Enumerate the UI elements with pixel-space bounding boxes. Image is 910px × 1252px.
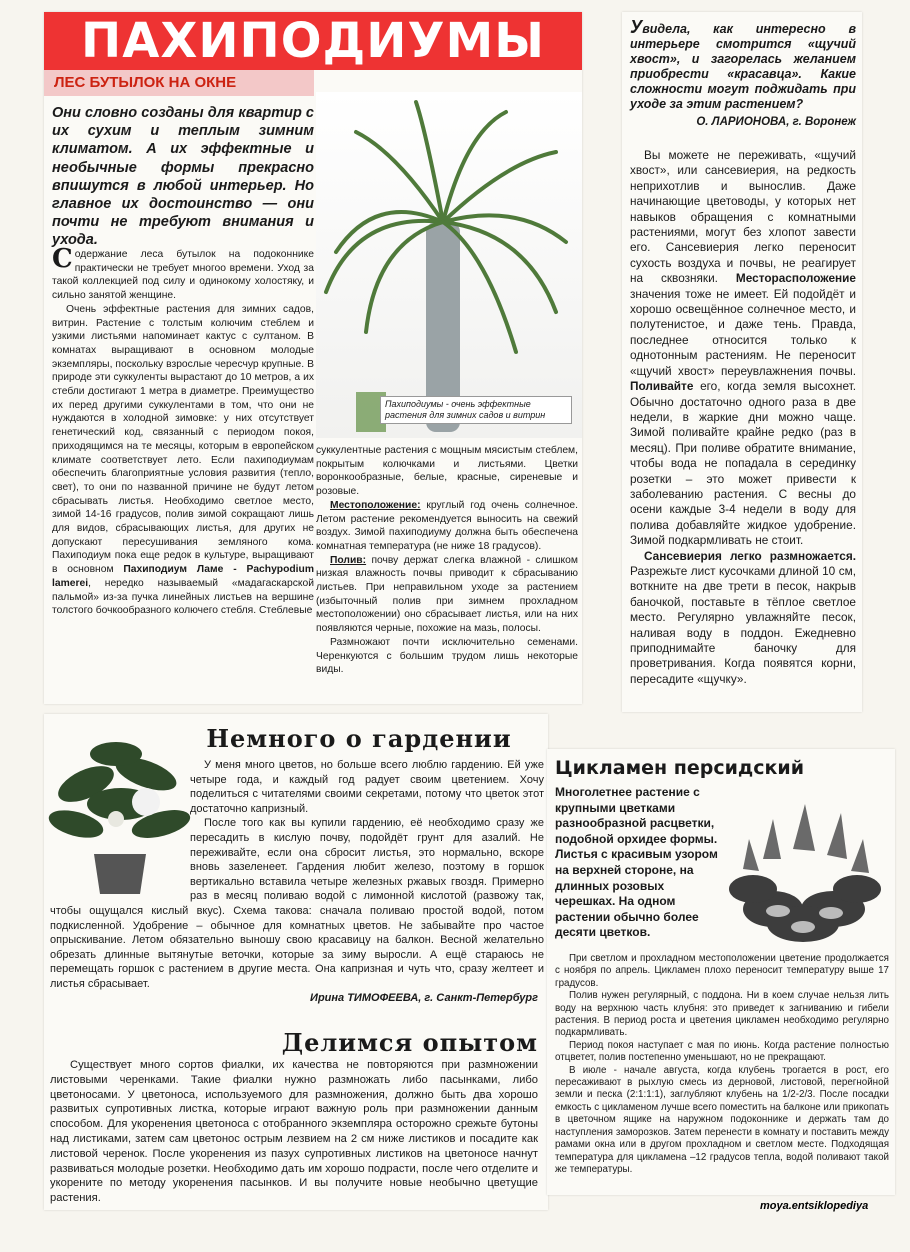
paragraph: одержание леса бутылок на подоконнике практически не требует многоо времени. Уход за такой коллекцией под силу и одинокому холостяку, и сильно занятой женщине. [52,249,314,302]
paragraph: После того как вы купили гардению, её необходимо сразу же пересадить в кислую почву, подойдёт грунт для азалий. Не переживайте, если она сбросит листья, это нормально, вскоре вновь зазеленеет. Гардения любит железо, поэтому в горшок вертикально вставила четыре железных ржавых гвоздя. Примерно раз в месяц поливаю водой с лимонной кислотой (развожу так, чтобы ощущался кислый вкус). Схема такова: сначала поливаю простой водой, потом подкисленной. Удобрение – обычное для комнатных цветов. Не забывайте про частое опрыскивание. Летом обязательно выношу свою красавицу на балкон. Весной желательно обрезать длинные вытянутые веточки, которые за зиму выросли. А ещё стараюсь не перемещать горшок с растением в другие места. Она капризная и чуть что, сразу желтеет и листья сбрасывает. [50,817,544,990]
cyclamen-title: Цикламен персидский [555,757,805,779]
paragraph: суккулентные растения с мощным мясистым стеблем, покрытым колючками и листьями. Цветки воронкообразные, белые, красные, сиреневые и розовые. [316,445,578,498]
species-name: Пахиподиум Ламе - Pachypodium lamerei [52,564,314,589]
article-column-1 [52,244,314,618]
article-subtitle: ЛЕС БУТЫЛОК НА ОКНЕ [44,70,314,96]
location-label: Местоположение: [330,499,421,511]
gardenia-article [44,714,548,1210]
article-column-2 [316,444,578,677]
watering-text: почву держат слегка влажной - слишком низкая влажность почвы приводит к сбрасыванию листьев. При неправильном уходе за растением (избыточный полив при зимнем прохладном местоположении) оно сбрасывает листья, или на них появляются черные, похожие на мазь, полосы. [316,554,578,635]
cyclamen-lead: Многолетнее растение с крупными цветками разнообразной расцветки, подобной орхидее формы. Листья с красивым узором на верхней стороне, на длинных розовых черешках. На одном растении обычно более десяти цветков. [555,785,718,940]
question-author: О. ЛАРИОНОВА, г. Воронеж [696,116,856,128]
cyclamen-text [555,953,889,1176]
cyclamen-article [547,749,895,1195]
paragraph: Период покоя наступает с мая по июнь. Когда растение полностью отцветет, полив постепенно уменьшают, но не прекращают. [555,1039,889,1064]
bold-term: Поливайте [630,379,694,394]
paragraph: Разрежьте лист кусочками длиной 10 см, воткните на две трети в песок, накрыв баночкой, поставьте в тёплое светлое место. Регулярно увлажняйте песок, наливая воду в поддон. Ежедневно приподнимайте баночку для проветривания. Когда появятся корни, пересадите «щучку». [630,563,856,686]
watering-label: Полив: [330,554,367,566]
paragraph: При светлом и прохладном местоположении цветение продолжается с ноября по апрель. Цикламен плохо переносит температуру выше 17 градусов. [555,953,889,989]
gardenia-title: Немного о гардении [206,724,512,753]
gardenia-text [50,758,544,992]
article-lead: Они словно созданы для квартир с их сухим и теплым зимним климатом. А их эффектные и необычные формы прекрасно впишутся в любой интерьер. Но главное их достоинство — они почти не требуют внимания и ухода. [52,105,314,249]
bold-term: Месторасположение [735,271,856,286]
paragraph: Размножают почти исключительно семенами. Черенкуются с большим трудом лишь некоторые виды. [316,636,578,676]
pachypodium-article [44,12,582,704]
location-text: круглый год очень солнечное. Летом растение рекомендуется выносить на свежий воздух. Зимой пахиподиуму должна быть обеспечена комнатная температура (не ниже 18 градусов). [316,499,578,552]
bold-term: Сансевиерия легко размножается. [644,548,856,563]
question-text: видела, как интересно в интерьере смотрится «щучий хвост», и загорелась желанием приобрести «красавца». Какие сложности могут поджидать при уходе за этим растением? [630,22,856,111]
paragraph-tail: , нередко называемый «мадагаскарской пальмой» из-за пучка линейных листьев на вершине толстого бочкообразного колючего стебля. Стеблевые [52,577,314,617]
experience-text [50,1058,538,1206]
site-watermark: moya.entsiklopediya [760,1200,869,1212]
paragraph: У меня много цветов, но больше всего люблю гардению. Ей уже четыре года, и каждый год радует своим цветением. Хочу поделиться с читателями своими секретами, потому что цветок этот достаточно капризный. [190,759,544,815]
dropcap: С [52,244,73,274]
paragraph: Вы можете не переживать, «щучий хвост», или сансевиерия, на редкость неприхотлив и вынослив. Даже начинающие цветоводы, у которых нет навыков обращения с комнатными растениями, могут без хлопот завести его. Сансевиерия легко переносит сухость воздуха и почвы, не реагирует на сквозняки. [630,148,856,286]
reader-question [630,17,856,112]
pachypodium-plant-icon [316,92,582,438]
answer-text [630,148,856,687]
photo-caption: Пахиподиумы - очень эффектные растения для зимних садов и витрин [380,396,572,424]
cyclamen-plant-icon [723,789,887,951]
pachypodium-photo [316,92,582,438]
experience-title: Делимся опытом [281,1028,538,1057]
sansevieria-article [622,12,862,712]
article-title: ПАХИПОДИУМЫ [44,12,582,70]
gardenia-author: Ирина ТИМОФЕЕВА, г. Санкт-Петербург [310,992,538,1004]
paragraph: В июле - начале августа, когда клубень трогается в рост, его пересаживают в рыхлую смесь из дерновой, листовой, перегнойной земли и песка (2:1:1:1), заглубляют клубень на 1/2-2/3. После посадки емкость с цикламеном лучше всего поместить на балконе или прикопать в цветочном ящике на наружном подоконнике и держать там до наступления заморозков. Затем перенести в комнату и поставить между рамами окна или в другом прохладном и светлом месте. Подходящая температура для цикламена –12 градусов тепла, водой поливают такой же температуры. [555,1064,889,1175]
paragraph: Полив нужен регулярный, с поддона. Ни в коем случае нельзя лить воду на верхнюю часть клубня: это приведет к загниванию и гибели растения. В период роста и цветения цикламен необходимо регулярно подкармливать. [555,990,889,1039]
dropcap: У [630,17,643,37]
paragraph: Очень эффектные растения для зимних садов, витрин. Растение с толстым колючим стеблем и узкими листьями напоминает кактус с султаном. В комнатах выращивают в основном молодые экземпляры, поскольку взрослые чересчур крупные. В природе эти суккуленты вырастают до 10 метров, а их стебли достигают 1 метра в диаметре. Преимущество их перед другими суккулентами в том, что они не нуждаются в холодной зимовке: у них отсутствует генетический код, связанный с периодом покоя, приходящимся на те месяцы, которым в европейском климате соответствует лето. Если пахиподиумам обеспечить благоприятные условия развития (тепло, свет), то они по названной причине не будут летом сбрасывать листья. Необходимо светлое место, зимой 14-16 градусов, полив зимой сокращают лишь для видов, сбрасывающих листья, для других не допускают пересушивания земляного кома. Пахиподиум пока еще редок в культуре, выращивают в основном [52,303,314,576]
paragraph: Существует много сортов фиалки, их качества не повторяются при размножении листовыми черенками. Такие фиалки нужно размножать либо пасынками, либо цветоносами. У цветоноса, используемого для размножения, должно быть два хорошо развитых супротивных листка, которые играют важную роль при размножении данным способом. Для укоренения цветоноса с отобранного экземпляра осторожно срежьте бутоны над листиками, затем сам цветонос острым лезвием на 2 см ниже листиков и посадите как листовой черенок. После укоренения из пазух супротивных листиков на цветоносе начнут развиваться молодые розетки. Необходимо дать им хорошо подрасти, после чего отделите и укорените по методу укоренения пасынков. И вы получите новые необычно цветущие растения. [50,1059,538,1205]
paragraph: значения тоже не имеет. Ей подойдёт и хорошо освещённое солнечное место, и полутенистое, и даже тень. Правда, последнее относится только к однотонным растениям. Не переносит «щучий хвост» переувлажнения почвы. [630,286,856,378]
paragraph: его, когда земля высохнет. Обычно достаточно одного раза в две недели, в жаркие дни можно чаще. Зимой поливайте крайне редко (раз в месяц). При поливе обратите внимание, чтобы вода не попадала в серединку розетки – это может привести к заболеванию растения. С весны до осени каждые 3-4 недели в воду для полива добавляйте жидкое удобрение. Зимой подкармливать не стоит. [630,379,856,548]
